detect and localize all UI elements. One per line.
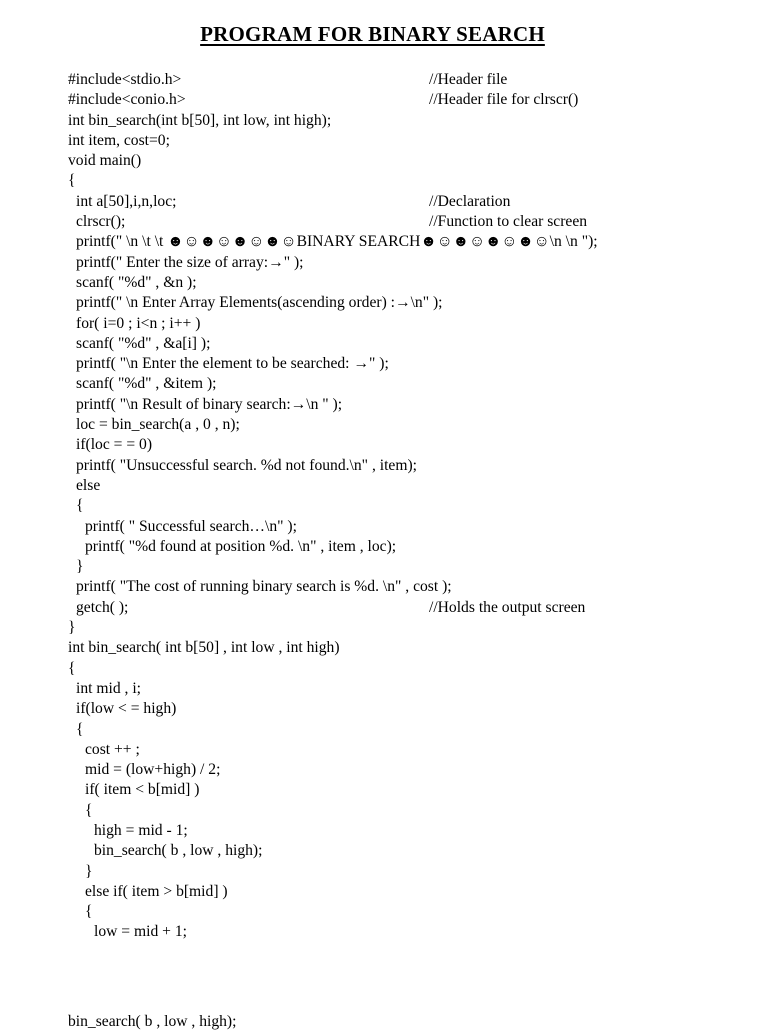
code-line bbox=[68, 821, 758, 841]
code-text: void main() bbox=[68, 152, 142, 170]
code-text: scanf( "%d" , &a[i] ); bbox=[76, 334, 211, 352]
code-text: { bbox=[85, 903, 93, 921]
code-comment: //Function to clear screen bbox=[429, 213, 588, 231]
code-text: printf( "The cost of running binary search is %d. \n" , cost ); bbox=[76, 578, 452, 596]
code-line bbox=[68, 780, 758, 800]
code-line bbox=[68, 902, 758, 922]
code-text: int a[50],i,n,loc; bbox=[76, 192, 177, 210]
code-line bbox=[68, 70, 758, 90]
code-comment: //Declaration bbox=[429, 192, 511, 210]
code-text: int item, cost=0; bbox=[68, 131, 170, 149]
code-line bbox=[68, 374, 758, 394]
code-text: int bin_search(int b[50], int low, int high); bbox=[68, 111, 332, 129]
code-text: printf(" \n Enter Array Elements(ascending order) :→\n" ); bbox=[76, 294, 443, 312]
code-text: if( item < b[mid] ) bbox=[85, 781, 200, 799]
code-text: if(low < = high) bbox=[76, 700, 177, 718]
code-text: getch( ); bbox=[76, 598, 129, 616]
code-line bbox=[68, 192, 758, 212]
code-text: { bbox=[68, 172, 76, 190]
code-line bbox=[68, 354, 758, 374]
code-line bbox=[68, 720, 758, 740]
code-line bbox=[68, 212, 758, 232]
code-line-cutoff: bin_search( b , low , high); bbox=[68, 1013, 237, 1030]
document-title: PROGRAM FOR BINARY SEARCH bbox=[200, 22, 545, 46]
code-text: if(loc = = 0) bbox=[76, 436, 153, 454]
code-line bbox=[68, 273, 758, 293]
code-text: printf( "\n Enter the element to be searched: →" ); bbox=[76, 355, 389, 373]
code-text: { bbox=[76, 497, 84, 515]
code-line bbox=[68, 314, 758, 334]
code-line bbox=[68, 131, 758, 151]
code-text: cost ++ ; bbox=[85, 740, 140, 758]
code-line bbox=[68, 638, 758, 658]
code-text: printf( "%d found at position %d. \n" , item , loc); bbox=[85, 537, 397, 555]
code-line bbox=[68, 293, 758, 313]
code-text: scanf( "%d" , &n ); bbox=[76, 273, 197, 291]
code-text: loc = bin_search(a , 0 , n); bbox=[76, 416, 240, 434]
code-text: bin_search( b , low , high); bbox=[94, 842, 263, 860]
code-line bbox=[68, 679, 758, 699]
code-text: printf( "\n Result of binary search:→\n " ); bbox=[76, 395, 343, 413]
code-line bbox=[68, 253, 758, 273]
code-line bbox=[68, 841, 758, 861]
code-line bbox=[68, 862, 758, 882]
code-text: scanf( "%d" , &item ); bbox=[76, 375, 217, 393]
code-text: else bbox=[76, 476, 101, 494]
code-line bbox=[68, 577, 758, 597]
code-line bbox=[68, 598, 758, 618]
code-text: high = mid - 1; bbox=[94, 821, 188, 839]
code-text: { bbox=[85, 801, 93, 819]
code-comment: //Holds the output screen bbox=[429, 598, 586, 616]
code-line bbox=[68, 557, 758, 577]
code-listing bbox=[68, 70, 758, 943]
code-text: } bbox=[68, 619, 76, 637]
code-line bbox=[68, 760, 758, 780]
code-line bbox=[68, 496, 758, 516]
code-line bbox=[68, 740, 758, 760]
code-text: printf( " Successful search…\n" ); bbox=[85, 517, 297, 535]
code-comment: //Header file for clrscr() bbox=[429, 91, 579, 109]
code-text: else if( item > b[mid] ) bbox=[85, 882, 228, 900]
code-line bbox=[68, 171, 758, 191]
code-text: mid = (low+high) / 2; bbox=[85, 761, 221, 779]
code-line bbox=[68, 517, 758, 537]
code-line bbox=[68, 801, 758, 821]
code-text: printf(" \n \t \t ☻☺☻☺☻☺☻☺BINARY SEARCH☻☺☻☺☻☺☻☺\n \n "); bbox=[76, 233, 598, 251]
code-line bbox=[68, 922, 758, 942]
code-line bbox=[68, 659, 758, 679]
code-text: low = mid + 1; bbox=[94, 923, 187, 941]
code-text: int bin_search( int b[50] , int low , int high) bbox=[68, 639, 340, 657]
code-text: { bbox=[68, 659, 76, 677]
code-text: printf( "Unsuccessful search. %d not found.\n" , item); bbox=[76, 456, 417, 474]
code-text: clrscr(); bbox=[76, 213, 126, 231]
code-line bbox=[68, 111, 758, 131]
code-line bbox=[68, 232, 758, 252]
code-text: printf(" Enter the size of array:→" ); bbox=[76, 253, 304, 271]
code-text: int mid , i; bbox=[76, 679, 141, 697]
code-text: #include<conio.h> bbox=[68, 91, 186, 109]
code-line bbox=[68, 395, 758, 415]
code-line bbox=[68, 90, 758, 110]
code-comment: //Header file bbox=[429, 71, 508, 88]
code-line bbox=[68, 456, 758, 476]
code-line bbox=[68, 476, 758, 496]
code-text: for( i=0 ; i<n ; i++ ) bbox=[76, 314, 201, 332]
code-line bbox=[68, 618, 758, 638]
code-line bbox=[68, 699, 758, 719]
code-line bbox=[68, 435, 758, 455]
code-text: } bbox=[85, 862, 93, 880]
code-line bbox=[68, 151, 758, 171]
code-text: #include<stdio.h> bbox=[68, 71, 182, 88]
code-line bbox=[68, 334, 758, 354]
code-line bbox=[68, 882, 758, 902]
code-text: } bbox=[76, 558, 84, 576]
code-text: { bbox=[76, 720, 84, 738]
code-line bbox=[68, 537, 758, 557]
code-line bbox=[68, 415, 758, 435]
